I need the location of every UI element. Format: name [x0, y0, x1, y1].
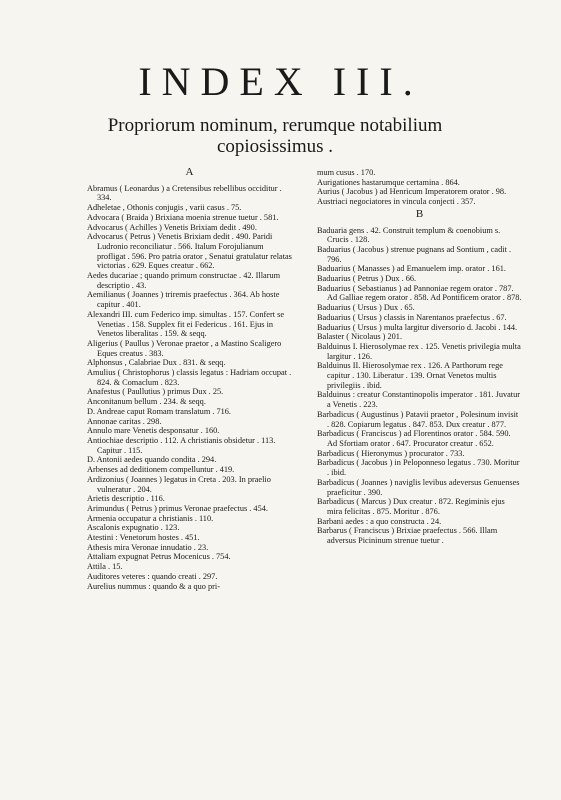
index-entry: Advocarus ( Petrus ) Venetis Brixiam dedit . 490. Paridi Ludronio reconciliatur . 566. Italum Forojulianum profligat . 596. Pro patria orator , Senatui gratulatur relatas victorias . 629. Eques creatur . 662.	[87, 232, 292, 271]
index-entry: Attila . 15.	[87, 562, 123, 572]
index-entry: Barbadicus ( Jacobus ) in Peloponneso legatus . 730. Moritur . ibid.	[317, 458, 520, 478]
index-entry: Aemilianus ( Joannes ) triremis praefectus . 364. Ab hoste capitur . 401.	[87, 290, 280, 310]
index-entry: Baduarius ( Manasses ) ad Emanuelem imp. orator . 161.	[317, 264, 506, 274]
index-entry: Balaster ( Nicolaus ) 201.	[317, 332, 403, 342]
index-entry: Balduinus I. Hierosolymae rex . 125. Venetis privilegia multa largitur . 126.	[317, 341, 521, 361]
index-entry: Arimundus ( Petrus ) primus Veronae praefectus . 454.	[87, 503, 268, 513]
index-entry: Baduarius ( Ursus ) multa largitur diversorio d. Jacobi . 144.	[317, 322, 518, 332]
index-entry: Advocarus ( Achilles ) Venetis Brixiam dedit . 490.	[87, 222, 257, 232]
left-column	[87, 168, 292, 591]
index-entry: Auditores veteres : quando creati . 297.	[87, 571, 218, 581]
index-entry: Barbadicus ( Hieronymus ) procurator . 733.	[317, 448, 465, 458]
index-entry: Annulo mare Venetis desponsatur . 160.	[87, 426, 220, 436]
index-entry: Aurius ( Jacobus ) ad Henricum Imperatorem orator . 98.	[317, 187, 507, 197]
continued-entry-list	[317, 168, 522, 207]
index-entry: Advocara ( Braida ) Brixiana moenia strenue tuetur . 581.	[87, 212, 279, 222]
index-entry: Baduarius ( Jacobus ) strenue pugnans ad Sontium , cadit . 796.	[317, 244, 512, 264]
right-entry-list	[317, 226, 522, 546]
index-entry: Athesis mira Veronae innudatio . 23.	[87, 542, 209, 552]
index-entry: Armenia occupatur a christianis . 110.	[87, 513, 214, 523]
index-entry: Alexandri III. cum Federico imp. simultas . 157. Confert se Venetias . 158. Supplex fit ei Federicus . 161. Ejus in Venetos liberalitas . 159. & seqq.	[87, 309, 285, 339]
page-subtitle: Propriorum nominum, rerumque notabilium copiosissimus .	[107, 115, 443, 157]
index-entry: Barbadicus ( Joannes ) naviglis levibus adeversus Genuenses praeficitur . 390.	[317, 477, 520, 497]
index-entry: Barbarus ( Franciscus ) Brixiae praefectus . 566. Illam adversus Picininum strenue tuetur .	[317, 526, 498, 546]
index-entry: Anafestus ( Paullutius ) primus Dux . 25.	[87, 387, 224, 397]
index-entry: Alphonsus , Calabriae Dux . 831. & seqq.	[87, 358, 226, 368]
index-entry: Baduarius ( Ursus ) Dux . 65.	[317, 303, 415, 313]
index-entry: Barbadicus ( Augustinus ) Patavii praetor , Polesinum invisit . 828. Copiarum legatus . 847. 853. Dux creatur . 877.	[317, 409, 519, 429]
index-entry: Austriaci negociatores in vincula conjecti . 357.	[317, 197, 476, 207]
index-entry: Arietis descriptio . 116.	[87, 494, 165, 504]
section-letter-a: A	[185, 166, 194, 178]
index-entry: Attaliam expugnat Petrus Mocenicus . 754.	[87, 552, 231, 562]
section-letter-b: B	[415, 207, 424, 220]
index-entry: Atestini : Venetorum hostes . 451.	[87, 533, 200, 543]
page-title: INDEX III.	[138, 59, 423, 104]
index-entry: Annonae caritas . 298.	[87, 416, 162, 426]
index-entry: Abramus ( Leonardus ) a Cretensibus rebellibus occiditur . 334.	[87, 183, 282, 203]
index-entry: D. Andreae caput Romam translatum . 716.	[87, 406, 232, 416]
index-entry: Aedes ducariae ; quando primum constructae . 42. Illarum descriptio . 43.	[87, 271, 281, 290]
index-entry: D. Antonii aedes quando condita . 294.	[87, 455, 217, 465]
index-entry: Anconitanum bellum . 234. & seqq.	[87, 397, 206, 407]
index-entry: Baduarius ( Ursus ) classis in Narentanos praefectus . 67.	[317, 312, 507, 322]
index-entry: Balduinus II. Hierosolymae rex . 126. A Parthorum rege capitur . 130. Liberatur . 139. Ornat Venetos multis privilegiis . ibid.	[317, 361, 503, 390]
right-column	[317, 168, 522, 546]
index-entry: Barbadicus ( Marcus ) Dux creatur . 872. Regiminis ejus mira felicitas . 875. Moritur . 876.	[317, 497, 505, 516]
index-entry: Baduarius ( Petrus ) Dux . 66.	[317, 274, 417, 284]
index-entry: mum cusus . 170.	[317, 168, 376, 177]
index-entry: Barbadicus ( Franciscus ) ad Florentinos orator . 584. 590. Ad Sfortiam orator . 647. Procurator creatur . 652.	[317, 429, 511, 448]
index-entry: Baduaria gens . 42. Construit templum & coenobium s. Crucis . 128.	[317, 225, 501, 245]
index-entry: Ardizonius ( Joannes ) legatus in Creta . 203. In praelio vulneratur . 204.	[87, 474, 271, 494]
index-entry: Ascalonis expugnatio . 123.	[87, 523, 180, 533]
index-entry: Amulius ( Christophorus ) classis legatus : Hadriam occupat . 824. & Comaclum . 823.	[87, 368, 292, 387]
index-entry: Balduinus : creatur Constantinopolis imperator . 181. Juvatur a Venetis . 223.	[317, 390, 521, 410]
index-entry: Aurigationes hastarumque certamina . 864.	[317, 177, 460, 187]
index-entry: Aligerius ( Paullus ) Veronae praetor , a Mastino Scaligero Eques creatus . 383.	[87, 338, 282, 358]
index-entry: Aurelius nummus : quando & a quo pri-	[87, 581, 220, 591]
left-entry-list	[87, 184, 292, 592]
index-entry: Adheletae , Othonis conjugis , varii casus . 75.	[87, 203, 242, 213]
index-entry: Arbenses ad deditionem compelluntur . 419.	[87, 465, 235, 475]
index-entry: Antiochiae descriptio . 112. A christianis obsidetur . 113. Capitur . 115.	[87, 435, 276, 455]
index-entry: Baduarius ( Sebastianus ) ad Pannoniae regem orator . 787. Ad Galliae regem orator . 858. Ad Pontificem orator . 878.	[317, 283, 522, 303]
index-entry: Barbani aedes : a quo constructa . 24.	[317, 516, 442, 526]
